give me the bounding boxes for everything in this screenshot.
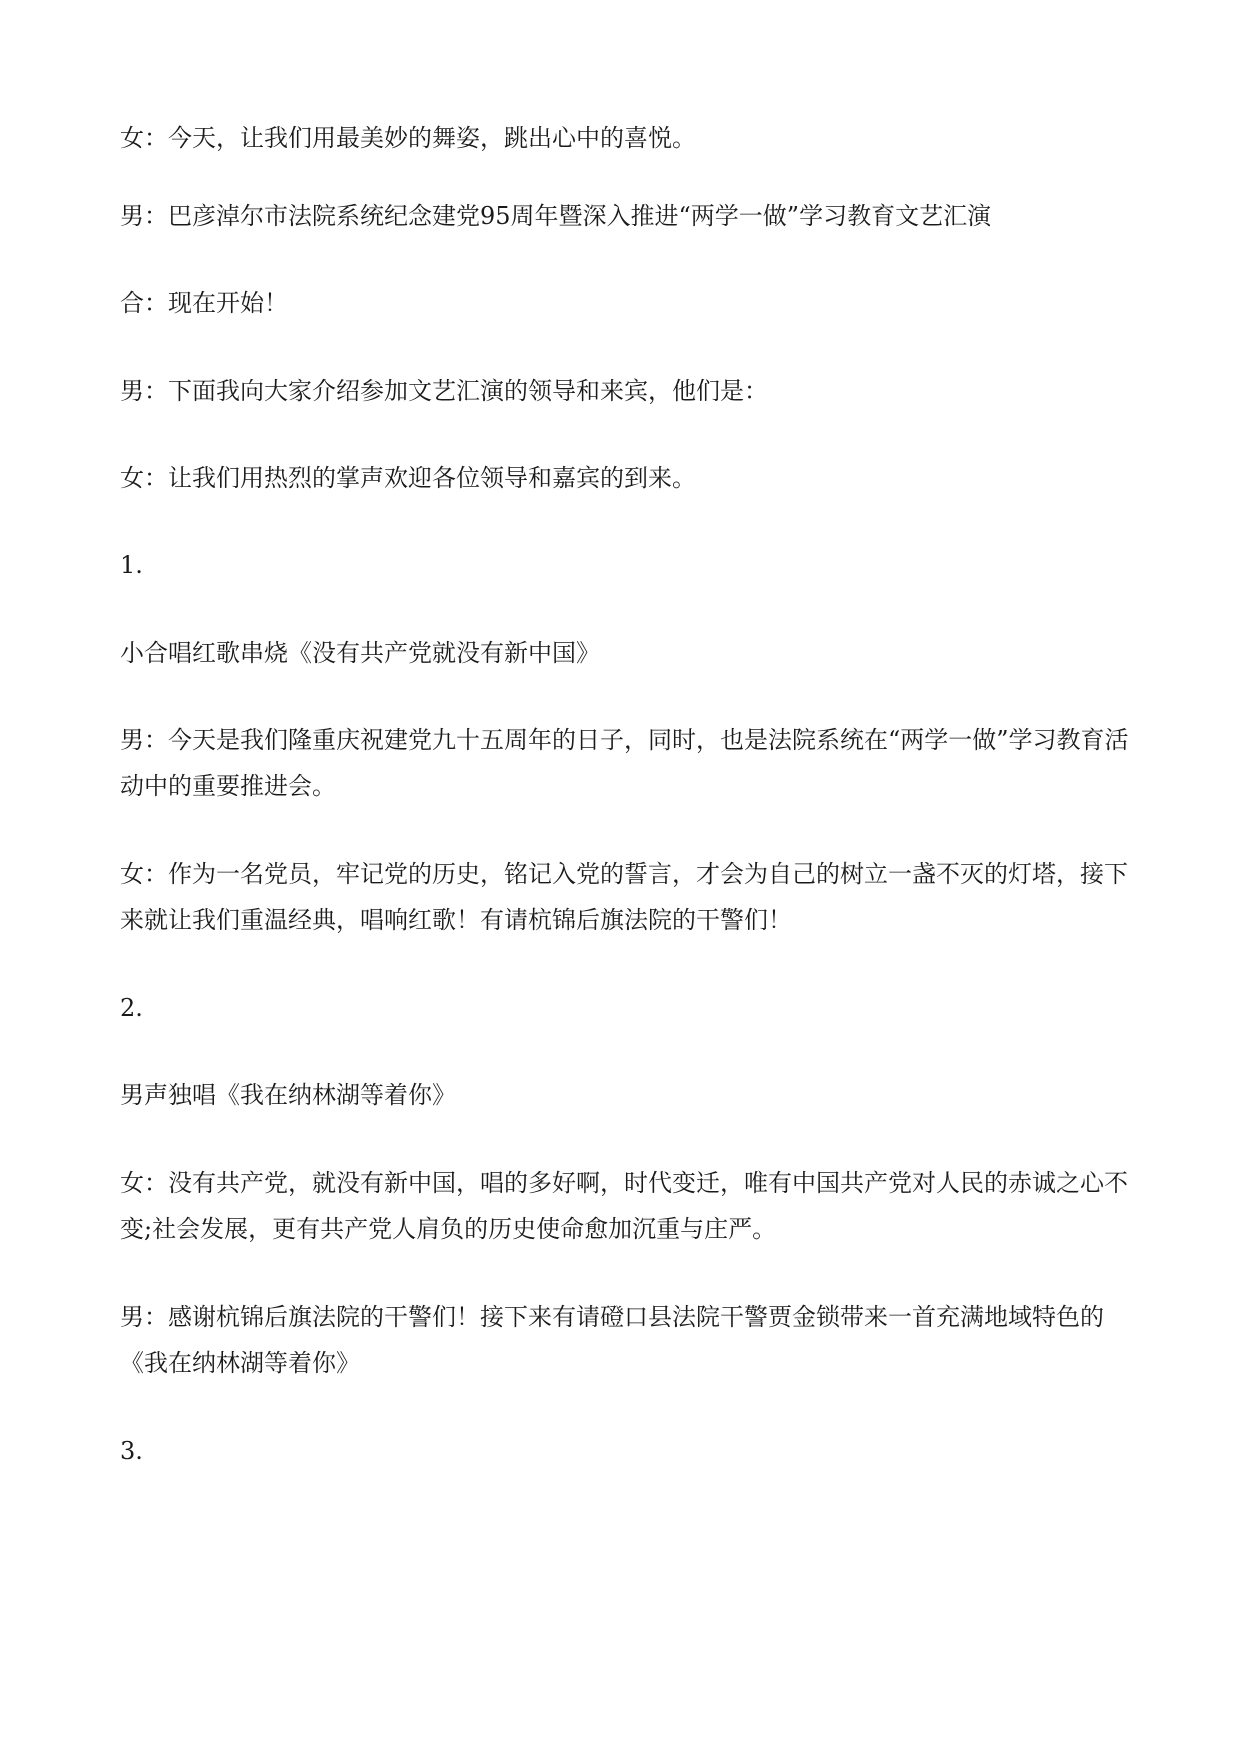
item-number-1: 1. [120,551,143,579]
paragraph-male-guests: 男：下面我向大家介绍参加文艺汇演的领导和来宾，他们是： [120,377,768,405]
paragraph-together-start: 合：现在开始！ [120,289,288,317]
paragraph-female-party-member: 女：作为一名党员，牢记党的历史，铭记入党的誓言，才会为自己的树立一盏不灭的灯塔，接下来就让我们重温经典，唱响红歌！有请杭锦后旗法院的干警们！ [120,860,1128,934]
item-number-2: 2. [120,994,143,1022]
paragraph-female-intro: 女：今天，让我们用最美妙的舞姿，跳出心中的喜悦。 [120,124,696,152]
program-title-2: 男声独唱《我在纳林湖等着你》 [120,1081,456,1109]
paragraph-male-thanks: 男：感谢杭锦后旗法院的干警们！接下来有请磴口县法院干警贾金锁带来一首充满地域特色的《我在纳林湖等着你》 [120,1303,1104,1377]
paragraph-female-no-party: 女：没有共产党，就没有新中国，唱的多好啊，时代变迁，唯有中国共产党对人民的赤诚之心不变;社会发展，更有共产党人肩负的历史使命愈加沉重与庄严。 [120,1169,1128,1243]
paragraph-female-welcome: 女：让我们用热烈的掌声欢迎各位领导和嘉宾的到来。 [120,464,696,492]
paragraph-male-title: 男：巴彦淖尔市法院系统纪念建党95周年暨深入推进“两学一做”学习教育文艺汇演 [120,202,992,230]
program-title-1: 小合唱红歌串烧《没有共产党就没有新中国》 [120,639,600,667]
item-number-3: 3. [120,1437,143,1465]
paragraph-male-anniversary: 男：今天是我们隆重庆祝建党九十五周年的日子，同时，也是法院系统在“两学一做”学习教育活动中的重要推进会。 [120,726,1129,800]
